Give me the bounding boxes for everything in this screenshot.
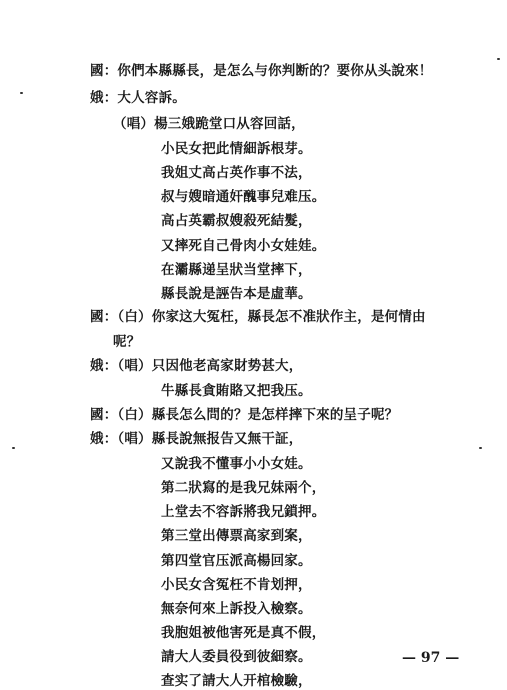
page-number: — 97 — bbox=[402, 650, 460, 666]
text-line: 第三堂出傳票高家到案， bbox=[161, 528, 312, 544]
text-line: 高占英霸叔嫂殺死結髮， bbox=[161, 213, 312, 229]
text-line: 國：你們本縣縣長，是怎么与你判断的？要你从头說來！ bbox=[90, 63, 433, 79]
text-line: 縣長說是誣告本是虛華。 bbox=[161, 286, 312, 302]
text-line: 在灞縣递呈狀当堂摔下， bbox=[161, 262, 312, 278]
text-line: 國：（白）你家这大冤枉，縣長怎不准狀作主，是何情由 bbox=[90, 309, 426, 325]
text-line: 國：（白）縣長怎么問的？是怎样摔下來的呈子呢？ bbox=[90, 407, 399, 423]
text-line: 我胞姐被他害死是真不假， bbox=[161, 625, 326, 641]
text-line: 小民女含冤枉不肯划押， bbox=[161, 577, 312, 593]
scan-speck bbox=[497, 58, 500, 60]
text-line: 無奈何來上訴投入檢察。 bbox=[161, 601, 312, 617]
text-line: 請大人委員役到彼細察。 bbox=[161, 649, 312, 665]
text-line: 查实了請大人开棺檢驗， bbox=[161, 673, 312, 689]
text-line: 呢？ bbox=[113, 334, 141, 350]
text-line: 又摔死自己骨肉小女娃娃。 bbox=[161, 238, 326, 254]
scan-speck bbox=[20, 92, 23, 94]
text-line: 我姐丈高占英作事不法， bbox=[161, 165, 312, 181]
text-line: 娥：（唱）縣長說無报告又無干証， bbox=[90, 431, 303, 447]
scan-speck bbox=[12, 447, 15, 449]
text-line: 娥：（唱）只因他老高家財势甚大， bbox=[90, 358, 303, 374]
text-line: （唱）楊三娥跪堂口从容回話， bbox=[113, 116, 305, 132]
text-line: 上堂去不容訴將我兄鎖押。 bbox=[161, 504, 326, 520]
text-line: 娥：大人容訴。 bbox=[90, 90, 186, 106]
text-line: 第二狀寫的是我兄妹兩个， bbox=[161, 480, 326, 496]
text-line: 又說我不懂事小小女娃。 bbox=[161, 456, 312, 472]
text-line: 牛縣長貪賄賂又把我压。 bbox=[161, 383, 312, 399]
scan-speck bbox=[479, 447, 482, 449]
text-line: 第四堂官压派高楊回家。 bbox=[161, 553, 312, 569]
text-line: 小民女把此情細訴根芽。 bbox=[161, 141, 312, 157]
text-line: 叔与嫂暗通奸醜事兒难压。 bbox=[161, 189, 326, 205]
